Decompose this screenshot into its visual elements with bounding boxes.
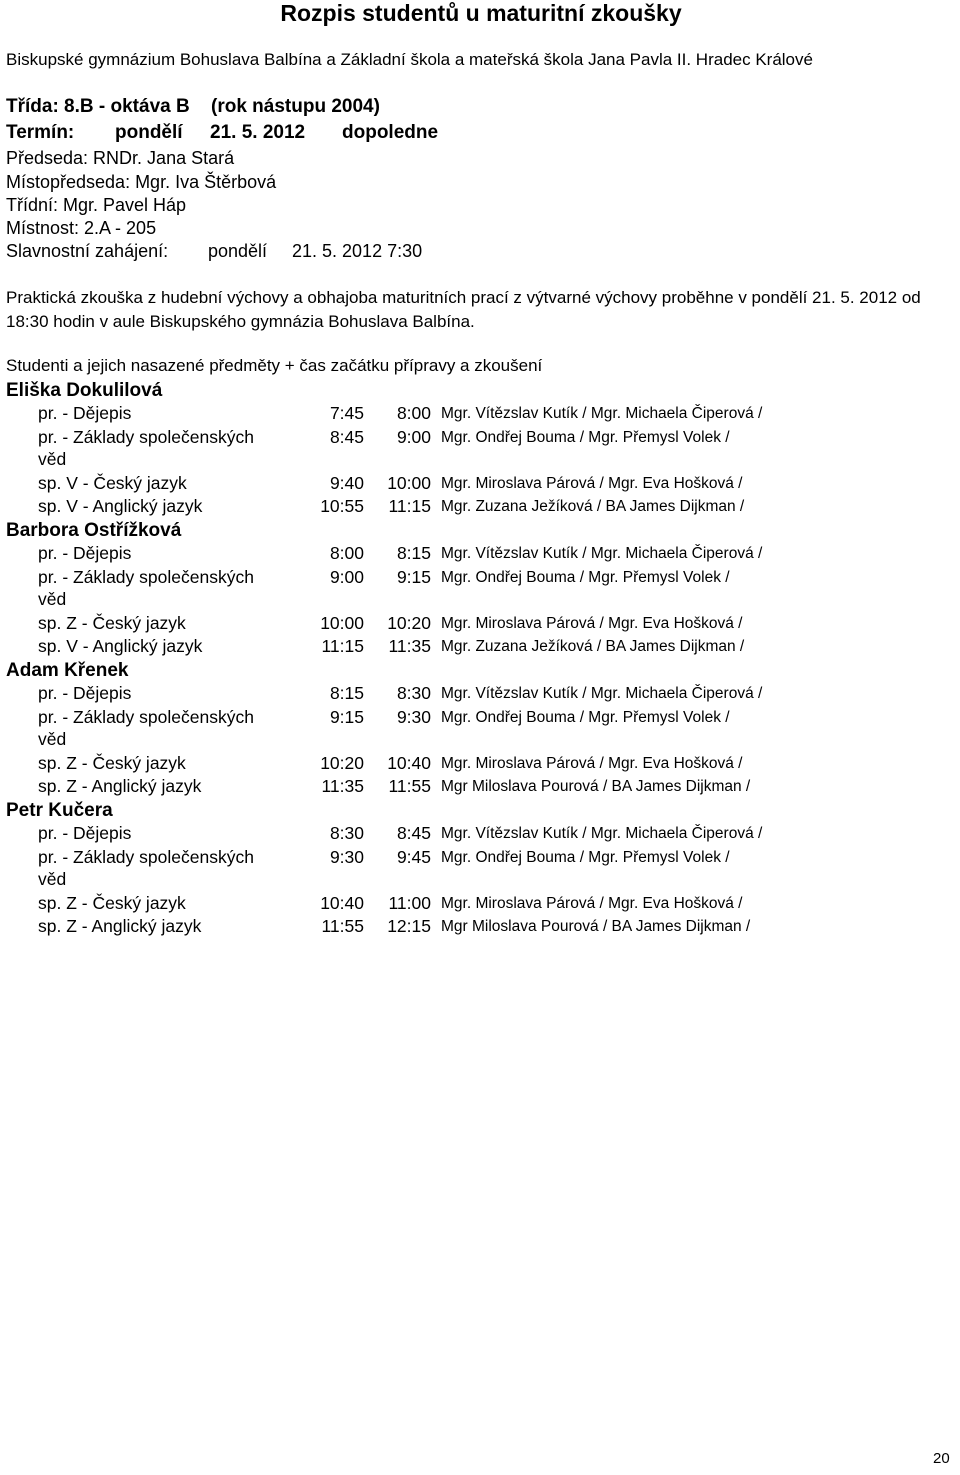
exam-time: 11:00 (388, 893, 431, 913)
subject-label: pr. - Základy společenských (38, 847, 254, 867)
exam-time: 8:00 (396, 403, 431, 423)
prep-time: 7:45 (329, 403, 364, 423)
subject-label: sp. Z - Český jazyk (38, 893, 186, 913)
subject-label: sp. Z - Anglický jazyk (38, 776, 202, 796)
exam-time: 9:30 (396, 707, 431, 727)
subject-label-continuation: věd (38, 869, 67, 889)
exam-time: 8:15 (396, 543, 431, 563)
exam-row (0, 752, 960, 775)
prep-time: 9:40 (329, 473, 364, 493)
exam-row (0, 915, 960, 938)
subject-label: sp. V - Anglický jazyk (38, 496, 203, 516)
exam-time: 9:15 (396, 567, 431, 587)
exam-row (0, 402, 960, 425)
exam-time: 10:20 (387, 613, 431, 633)
subject-label: pr. - Dějepis (38, 683, 132, 703)
class-year: (rok nástupu 2004) (211, 96, 380, 117)
examiners: Mgr. Ondřej Bouma / Mgr. Přemysl Volek / (441, 569, 730, 586)
examiners: Mgr. Vítězslav Kutík / Mgr. Michaela Čiperová / (441, 685, 763, 702)
examiners: Mgr. Ondřej Bouma / Mgr. Přemysl Volek / (441, 849, 730, 866)
prep-time: 9:30 (329, 847, 364, 867)
prep-time: 10:55 (320, 496, 364, 516)
subject-label: pr. - Dějepis (38, 403, 132, 423)
subject-label: pr. - Základy společenských (38, 427, 254, 447)
student-name: Adam Křenek (6, 660, 129, 681)
subject-label-continuation: věd (38, 729, 67, 749)
examiners: Mgr. Zuzana Ježíková / BA James Dijkman / (441, 498, 745, 515)
exam-row (0, 775, 960, 798)
exam-row (0, 892, 960, 915)
class-label: Třída: 8.B - oktáva B (6, 96, 190, 117)
term-part: dopoledne (342, 122, 439, 143)
exam-row (0, 566, 960, 589)
examiners: Mgr Miloslava Pourová / BA James Dijkman / (441, 918, 751, 935)
exam-time: 8:45 (396, 823, 431, 843)
examiners: Mgr. Miroslava Párová / Mgr. Eva Hošková / (441, 895, 743, 912)
prep-time: 9:15 (329, 707, 364, 727)
subject-label: sp. V - Český jazyk (38, 473, 187, 493)
examiners: Mgr. Ondřej Bouma / Mgr. Přemysl Volek / (441, 429, 730, 446)
subject-label: sp. V - Anglický jazyk (38, 636, 203, 656)
exam-time: 8:30 (396, 683, 431, 703)
exam-row (0, 682, 960, 705)
exam-time: 9:45 (396, 847, 431, 867)
prep-time: 10:20 (320, 753, 364, 773)
exam-row (0, 542, 960, 565)
prep-time: 10:00 (320, 613, 364, 633)
examiners: Mgr. Miroslava Párová / Mgr. Eva Hošková / (441, 615, 743, 632)
exam-time: 10:40 (387, 753, 431, 773)
student-name: Petr Kučera (6, 800, 113, 821)
examiners: Mgr. Vítězslav Kutík / Mgr. Michaela Čiperová / (441, 405, 763, 422)
exam-row (0, 822, 960, 845)
prep-time: 11:15 (321, 636, 364, 656)
student-name: Eliška Dokulilová (6, 380, 163, 401)
prep-time: 8:30 (329, 823, 364, 843)
subject-label: sp. Z - Český jazyk (38, 753, 186, 773)
exam-time: 11:15 (388, 496, 431, 516)
notice: Praktická zkouška z hudební výchovy a obhajoba maturitních prací z výtvarné výchovy proběhne v pondělí 21. 5. 2012 od 18:30 hodin v aule Biskupského gymnázia Bohuslava Balbína. (6, 288, 921, 331)
room: Místnost: 2.A - 205 (6, 218, 157, 238)
examiners: Mgr. Vítězslav Kutík / Mgr. Michaela Čiperová / (441, 825, 763, 842)
term-day: pondělí (115, 122, 183, 143)
examiners: Mgr. Miroslava Párová / Mgr. Eva Hošková / (441, 475, 743, 492)
prep-time: 10:40 (320, 893, 364, 913)
prep-time: 8:00 (329, 543, 364, 563)
intro-text: Studenti a jejich nasazené předměty + čas začátku přípravy a zkoušení (6, 356, 543, 375)
class-teacher: Třídní: Mgr. Pavel Háp (6, 195, 187, 215)
exam-time: 12:15 (387, 916, 431, 936)
term-date: 21. 5. 2012 (210, 122, 306, 143)
opening-date: 21. 5. 2012 7:30 (292, 241, 423, 261)
page-title: Rozpis studentů u maturitní zkoušky (280, 0, 682, 26)
prep-time: 11:55 (321, 916, 364, 936)
vice-chair: Místopředseda: Mgr. Iva Štěrbová (6, 172, 277, 192)
subject-label: pr. - Dějepis (38, 543, 132, 563)
subject-label-continuation: věd (38, 589, 67, 609)
term-label: Termín: (6, 122, 75, 143)
subject-label: pr. - Základy společenských (38, 707, 254, 727)
exam-row (0, 846, 960, 869)
page-number: 20 (933, 1450, 950, 1467)
examiners: Mgr. Ondřej Bouma / Mgr. Přemysl Volek / (441, 709, 730, 726)
subject-label: sp. Z - Český jazyk (38, 613, 186, 633)
exam-row (0, 472, 960, 495)
exam-row (0, 495, 960, 518)
prep-time: 11:35 (321, 776, 364, 796)
exam-time: 10:00 (387, 473, 431, 493)
exam-row (0, 612, 960, 635)
chair: Předseda: RNDr. Jana Stará (6, 148, 235, 168)
exam-time: 11:35 (388, 636, 431, 656)
subject-label-continuation: věd (38, 449, 67, 469)
examiners: Mgr Miloslava Pourová / BA James Dijkman / (441, 778, 751, 795)
examiners: Mgr. Vítězslav Kutík / Mgr. Michaela Čiperová / (441, 545, 763, 562)
exam-row (0, 706, 960, 729)
opening-label: Slavnostní zahájení: (6, 241, 169, 261)
subject-label: pr. - Základy společenských (38, 567, 254, 587)
exam-row (0, 635, 960, 658)
prep-time: 8:45 (329, 427, 364, 447)
opening-day: pondělí (208, 241, 268, 261)
exam-row (0, 426, 960, 449)
school-name: Biskupské gymnázium Bohuslava Balbína a Základní škola a mateřská škola Jana Pavla II. Hradec Králové (6, 50, 813, 69)
examiners: Mgr. Miroslava Párová / Mgr. Eva Hošková / (441, 755, 743, 772)
subject-label: pr. - Dějepis (38, 823, 132, 843)
student-name: Barbora Ostřížková (6, 520, 182, 541)
subject-label: sp. Z - Anglický jazyk (38, 916, 202, 936)
prep-time: 8:15 (329, 683, 364, 703)
examiners: Mgr. Zuzana Ježíková / BA James Dijkman / (441, 638, 745, 655)
exam-time: 9:00 (396, 427, 431, 447)
exam-time: 11:55 (388, 776, 431, 796)
prep-time: 9:00 (329, 567, 364, 587)
